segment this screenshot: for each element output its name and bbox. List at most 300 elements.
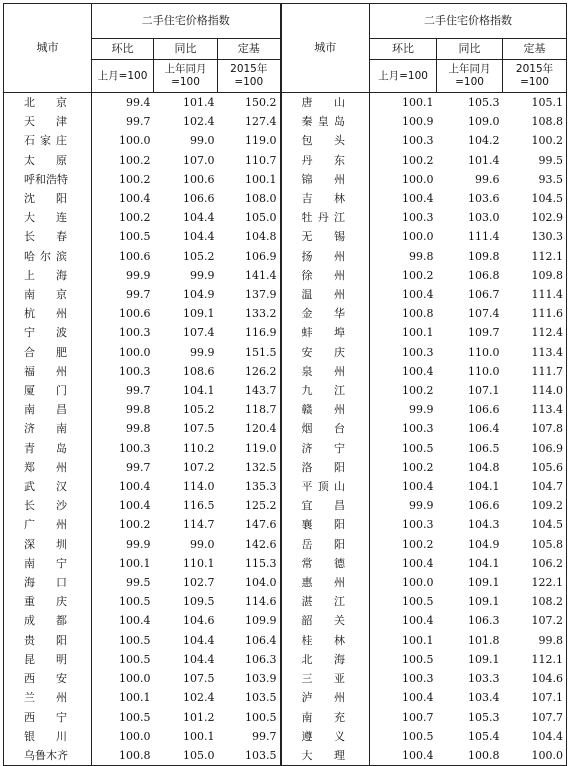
right-mom-value: 99.8 <box>409 249 434 263</box>
left-mom-value: 99.4 <box>126 96 151 109</box>
left-mom-value: 99.7 <box>126 288 151 302</box>
right-fixed-value: 130.3 <box>503 227 567 246</box>
table-row <box>4 573 567 592</box>
left-fixed-value: 103.9 <box>218 669 281 688</box>
left-city-name: 沈阳 <box>4 189 92 208</box>
left-yoy-value: 99.0 <box>190 537 215 551</box>
base-fixed-right: 2015年=100 <box>503 60 567 93</box>
left-mom-value: 100.3 <box>119 326 151 340</box>
left-fixed-value: 150.2 <box>218 93 281 113</box>
right-mom-value: 100.4 <box>402 480 434 494</box>
right-fixed-value: 111.4 <box>503 285 567 304</box>
right-yoy-value: 105.4 <box>468 729 500 743</box>
base-yoy-left: 上年同月=100 <box>154 60 218 93</box>
right-city-name: 惠州 <box>281 573 370 592</box>
left-city-name: 太原 <box>4 151 92 170</box>
left-yoy-value: 107.4 <box>183 326 215 340</box>
right-city-name: 平顶山 <box>281 477 370 496</box>
left-fixed-value: 141.4 <box>218 266 281 285</box>
right-city-name: 济宁 <box>281 439 370 458</box>
left-city-name: 重庆 <box>4 592 92 611</box>
left-yoy-value: 114.0 <box>183 480 215 494</box>
left-mom-value: 99.7 <box>126 460 151 474</box>
left-yoy-value: 116.5 <box>183 499 215 513</box>
left-yoy-value: 102.7 <box>183 576 215 590</box>
right-mom-value: 100.2 <box>402 384 434 398</box>
left-city-name: 西宁 <box>4 708 92 727</box>
right-mom-value: 100.2 <box>402 268 434 282</box>
left-mom-value: 100.4 <box>119 614 151 628</box>
left-fixed-value: 116.9 <box>218 323 281 342</box>
right-yoy-value: 110.0 <box>468 345 500 359</box>
right-yoy-value: 106.6 <box>468 499 500 513</box>
right-fixed-value: 104.5 <box>503 515 567 534</box>
right-city-name: 赣州 <box>281 400 370 419</box>
left-yoy-value: 105.0 <box>154 746 218 766</box>
left-city-name: 兰州 <box>4 688 92 707</box>
left-fixed-value: 104.0 <box>218 573 281 592</box>
left-mom-value: 100.6 <box>119 249 151 263</box>
right-fixed-value: 104.7 <box>503 477 567 496</box>
left-mom-value: 100.4 <box>119 499 151 513</box>
table-row <box>4 131 567 150</box>
left-yoy-value: 109.1 <box>183 307 215 321</box>
right-city-name: 烟台 <box>281 419 370 438</box>
left-mom-value: 100.2 <box>119 211 151 225</box>
left-city-name: 乌鲁木齐 <box>4 746 92 766</box>
left-city-name: 长春 <box>4 227 92 246</box>
left-yoy-value: 107.0 <box>183 153 215 167</box>
left-yoy-value: 114.7 <box>183 518 215 532</box>
left-fixed-value: 142.6 <box>218 535 281 554</box>
right-mom-value: 100.8 <box>402 307 434 321</box>
left-city-name: 长沙 <box>4 496 92 515</box>
left-fixed-value: 147.6 <box>218 515 281 534</box>
right-yoy-value: 109.1 <box>468 652 500 666</box>
right-yoy-value: 109.1 <box>468 576 500 590</box>
right-city-name: 无锡 <box>281 227 370 246</box>
right-mom-value: 100.1 <box>402 96 434 109</box>
left-mom-value: 100.0 <box>119 345 151 359</box>
col-mom-right: 环比 <box>370 39 437 60</box>
table-row <box>4 477 567 496</box>
left-fixed-value: 119.0 <box>218 131 281 150</box>
right-fixed-value: 108.8 <box>503 112 567 131</box>
right-yoy-value: 104.1 <box>468 480 500 494</box>
left-yoy-value: 104.4 <box>183 230 215 244</box>
right-fixed-value: 99.5 <box>503 151 567 170</box>
left-city-name: 昆明 <box>4 650 92 669</box>
right-fixed-value: 113.4 <box>503 400 567 419</box>
right-city-name: 温州 <box>281 285 370 304</box>
right-mom-value: 99.9 <box>409 499 434 513</box>
right-fixed-value: 108.2 <box>503 592 567 611</box>
right-fixed-value: 104.5 <box>503 189 567 208</box>
left-mom-value: 100.8 <box>92 746 154 766</box>
right-mom-value: 100.4 <box>402 556 434 570</box>
left-mom-value: 99.8 <box>126 403 151 417</box>
table-row <box>4 669 567 688</box>
left-city-name: 上海 <box>4 266 92 285</box>
right-mom-value: 100.4 <box>402 192 434 206</box>
right-mom-value: 100.3 <box>402 211 434 225</box>
table-row <box>4 170 567 189</box>
left-mom-value: 100.5 <box>119 230 151 244</box>
left-mom-value: 100.1 <box>119 691 151 705</box>
right-city-name: 九江 <box>281 381 370 400</box>
right-fixed-value: 100.0 <box>503 746 567 766</box>
left-fixed-value: 151.5 <box>218 343 281 362</box>
left-yoy-value: 105.2 <box>183 403 215 417</box>
left-mom-value: 100.2 <box>119 172 151 186</box>
left-yoy-value: 101.2 <box>183 710 215 724</box>
left-yoy-value: 99.9 <box>190 345 215 359</box>
right-city-name: 泉州 <box>281 362 370 381</box>
table-row <box>4 515 567 534</box>
right-city-name: 遵义 <box>281 727 370 746</box>
right-yoy-value: 103.3 <box>468 672 500 686</box>
right-city-name: 大理 <box>281 746 370 766</box>
left-fixed-value: 103.5 <box>218 746 281 766</box>
left-mom-value: 100.2 <box>119 518 151 532</box>
right-mom-value: 99.9 <box>409 403 434 417</box>
left-city-name: 深圳 <box>4 535 92 554</box>
left-city-name: 大连 <box>4 208 92 227</box>
left-fixed-value: 103.5 <box>218 688 281 707</box>
right-city-name: 包头 <box>281 131 370 150</box>
right-city-name: 湛江 <box>281 592 370 611</box>
right-mom-value: 100.3 <box>402 422 434 436</box>
table-row <box>4 266 567 285</box>
table-row <box>4 496 567 515</box>
right-fixed-value: 99.8 <box>503 631 567 650</box>
left-city-name: 郑州 <box>4 458 92 477</box>
right-city-name: 丹东 <box>281 151 370 170</box>
left-yoy-value: 106.6 <box>183 192 215 206</box>
right-fixed-value: 107.7 <box>503 708 567 727</box>
table-row <box>4 650 567 669</box>
left-yoy-value: 104.1 <box>183 384 215 398</box>
col-yoy-right: 同比 <box>437 39 503 60</box>
left-fixed-value: 108.0 <box>218 189 281 208</box>
right-fixed-value: 93.5 <box>503 170 567 189</box>
right-city-name: 宜昌 <box>281 496 370 515</box>
col-yoy-left: 同比 <box>154 39 218 60</box>
left-yoy-value: 107.5 <box>183 672 215 686</box>
left-yoy-value: 107.2 <box>183 460 215 474</box>
right-city-name: 锦州 <box>281 170 370 189</box>
left-yoy-value: 105.2 <box>183 249 215 263</box>
right-fixed-value: 111.7 <box>503 362 567 381</box>
left-mom-value: 99.7 <box>126 384 151 398</box>
left-mom-value: 100.3 <box>119 364 151 378</box>
table-row <box>4 227 567 246</box>
left-city-name: 厦门 <box>4 381 92 400</box>
left-yoy-value: 110.1 <box>183 556 215 570</box>
right-mom-value: 100.5 <box>402 652 434 666</box>
right-yoy-value: 104.9 <box>468 537 500 551</box>
right-mom-value: 100.2 <box>402 537 434 551</box>
right-fixed-value: 106.9 <box>503 439 567 458</box>
table-row <box>4 304 567 323</box>
price-index-table <box>3 3 567 766</box>
base-yoy-right: 上年同月=100 <box>437 60 503 93</box>
right-city-name: 桂林 <box>281 631 370 650</box>
right-mom-value: 100.0 <box>402 172 434 186</box>
left-fixed-value: 120.4 <box>218 419 281 438</box>
right-fixed-value: 107.8 <box>503 419 567 438</box>
right-yoy-value: 109.7 <box>468 326 500 340</box>
right-yoy-value: 107.1 <box>468 384 500 398</box>
right-city-name: 秦皇岛 <box>281 112 370 131</box>
left-city-name: 武汉 <box>4 477 92 496</box>
right-fixed-value: 112.1 <box>503 247 567 266</box>
left-yoy-value: 99.9 <box>190 268 215 282</box>
left-city-name: 哈尔滨 <box>4 247 92 266</box>
right-fixed-value: 122.1 <box>503 573 567 592</box>
right-yoy-value: 104.1 <box>468 556 500 570</box>
left-yoy-value: 110.2 <box>183 441 215 455</box>
left-mom-value: 99.9 <box>126 537 151 551</box>
index-title-right: 二手住宅价格指数 <box>370 4 567 39</box>
left-fixed-value: 104.8 <box>218 227 281 246</box>
right-yoy-value: 103.4 <box>468 691 500 705</box>
right-fixed-value: 100.2 <box>503 131 567 150</box>
left-city-name: 合肥 <box>4 343 92 362</box>
right-mom-value: 100.5 <box>402 729 434 743</box>
left-fixed-value: 99.7 <box>218 727 281 746</box>
right-yoy-value: 109.0 <box>468 115 500 129</box>
right-mom-value: 100.3 <box>402 518 434 532</box>
right-fixed-value: 109.8 <box>503 266 567 285</box>
right-fixed-value: 106.2 <box>503 554 567 573</box>
right-mom-value: 100.5 <box>402 441 434 455</box>
left-fixed-value: 106.4 <box>218 631 281 650</box>
left-mom-value: 99.8 <box>126 422 151 436</box>
right-yoy-value: 106.8 <box>468 268 500 282</box>
right-yoy-value: 104.3 <box>468 518 500 532</box>
table-row <box>4 535 567 554</box>
right-fixed-value: 105.1 <box>503 93 567 113</box>
right-city-name: 唐山 <box>281 93 370 113</box>
left-city-name: 南宁 <box>4 554 92 573</box>
left-yoy-value: 102.4 <box>183 115 215 129</box>
left-fixed-value: 119.0 <box>218 439 281 458</box>
right-mom-value: 100.4 <box>370 746 437 766</box>
right-fixed-value: 102.9 <box>503 208 567 227</box>
right-mom-value: 100.7 <box>402 710 434 724</box>
left-fixed-value: 106.3 <box>218 650 281 669</box>
right-city-name: 洛阳 <box>281 458 370 477</box>
table-row <box>4 208 567 227</box>
left-mom-value: 100.5 <box>119 595 151 609</box>
left-fixed-value: 126.2 <box>218 362 281 381</box>
city-header-left: 城市 <box>4 4 92 93</box>
right-mom-value: 100.3 <box>402 345 434 359</box>
right-yoy-value: 100.8 <box>437 746 503 766</box>
right-yoy-value: 111.4 <box>468 230 500 244</box>
table-row <box>4 362 567 381</box>
right-yoy-value: 110.0 <box>468 364 500 378</box>
table-row <box>4 285 567 304</box>
right-yoy-value: 104.8 <box>468 460 500 474</box>
left-fixed-value: 132.5 <box>218 458 281 477</box>
left-city-name: 南京 <box>4 285 92 304</box>
right-fixed-value: 107.1 <box>503 688 567 707</box>
right-city-name: 三亚 <box>281 669 370 688</box>
left-fixed-value: 133.2 <box>218 304 281 323</box>
right-mom-value: 100.3 <box>402 672 434 686</box>
table-row <box>4 458 567 477</box>
table-row <box>4 381 567 400</box>
left-city-name: 宁波 <box>4 323 92 342</box>
left-city-name: 成都 <box>4 611 92 630</box>
table-row <box>4 323 567 342</box>
right-mom-value: 100.4 <box>402 691 434 705</box>
left-mom-value: 100.4 <box>119 480 151 494</box>
left-yoy-value: 107.5 <box>183 422 215 436</box>
right-yoy-value: 109.8 <box>468 249 500 263</box>
left-mom-value: 100.1 <box>119 556 151 570</box>
table-row <box>4 439 567 458</box>
table-row <box>4 151 567 170</box>
right-fixed-value: 107.2 <box>503 611 567 630</box>
right-city-name: 徐州 <box>281 266 370 285</box>
left-mom-value: 100.5 <box>119 633 151 647</box>
left-city-name: 福州 <box>4 362 92 381</box>
right-fixed-value: 111.6 <box>503 304 567 323</box>
right-city-name: 韶关 <box>281 611 370 630</box>
left-mom-value: 99.9 <box>126 268 151 282</box>
left-mom-value: 100.2 <box>119 153 151 167</box>
left-city-name: 石家庄 <box>4 131 92 150</box>
left-mom-value: 99.5 <box>126 576 151 590</box>
left-yoy-value: 104.4 <box>183 633 215 647</box>
left-city-name: 广州 <box>4 515 92 534</box>
left-mom-value: 100.0 <box>119 134 151 148</box>
left-fixed-value: 135.3 <box>218 477 281 496</box>
index-title-left: 二手住宅价格指数 <box>92 4 281 39</box>
right-yoy-value: 106.7 <box>468 288 500 302</box>
right-yoy-value: 105.3 <box>468 96 500 109</box>
left-fixed-value: 109.9 <box>218 611 281 630</box>
right-city-name: 襄阳 <box>281 515 370 534</box>
left-fixed-value: 118.7 <box>218 400 281 419</box>
left-city-name: 青岛 <box>4 439 92 458</box>
table-row <box>4 708 567 727</box>
right-yoy-value: 109.1 <box>468 595 500 609</box>
left-city-name: 杭州 <box>4 304 92 323</box>
left-fixed-value: 106.9 <box>218 247 281 266</box>
right-city-name: 金华 <box>281 304 370 323</box>
left-mom-value: 99.7 <box>126 115 151 129</box>
right-city-name: 南充 <box>281 708 370 727</box>
left-fixed-value: 100.5 <box>218 708 281 727</box>
left-yoy-value: 100.1 <box>183 729 215 743</box>
table-row <box>4 93 567 113</box>
right-city-name: 安庆 <box>281 343 370 362</box>
right-fixed-value: 113.4 <box>503 343 567 362</box>
left-yoy-value: 104.4 <box>183 652 215 666</box>
right-yoy-value: 106.5 <box>468 441 500 455</box>
table-row <box>4 611 567 630</box>
left-fixed-value: 125.2 <box>218 496 281 515</box>
right-city-name: 北海 <box>281 650 370 669</box>
right-fixed-value: 112.4 <box>503 323 567 342</box>
left-mom-value: 100.0 <box>119 672 151 686</box>
col-mom-left: 环比 <box>92 39 154 60</box>
table-row <box>4 631 567 650</box>
right-mom-value: 100.5 <box>402 595 434 609</box>
left-mom-value: 100.4 <box>119 192 151 206</box>
right-mom-value: 100.2 <box>402 460 434 474</box>
right-yoy-value: 101.4 <box>468 153 500 167</box>
left-fixed-value: 127.4 <box>218 112 281 131</box>
left-yoy-value: 102.4 <box>183 691 215 705</box>
left-fixed-value: 100.1 <box>218 170 281 189</box>
right-yoy-value: 107.4 <box>468 307 500 321</box>
left-yoy-value: 104.4 <box>183 211 215 225</box>
right-yoy-value: 105.3 <box>468 710 500 724</box>
right-city-name: 蚌埠 <box>281 323 370 342</box>
left-yoy-value: 101.4 <box>183 96 215 109</box>
right-mom-value: 100.9 <box>402 115 434 129</box>
col-fixed-left: 定基 <box>218 39 281 60</box>
left-city-name: 济南 <box>4 419 92 438</box>
left-city-name: 南昌 <box>4 400 92 419</box>
left-mom-value: 100.5 <box>119 710 151 724</box>
right-fixed-value: 105.6 <box>503 458 567 477</box>
left-city-name: 西安 <box>4 669 92 688</box>
left-city-name: 贵阳 <box>4 631 92 650</box>
right-fixed-value: 105.8 <box>503 535 567 554</box>
left-fixed-value: 115.3 <box>218 554 281 573</box>
right-city-name: 吉林 <box>281 189 370 208</box>
left-mom-value: 100.6 <box>119 307 151 321</box>
left-fixed-value: 110.7 <box>218 151 281 170</box>
left-city-name: 银川 <box>4 727 92 746</box>
right-city-name: 常德 <box>281 554 370 573</box>
left-city-name: 海口 <box>4 573 92 592</box>
table-row <box>4 112 567 131</box>
left-city-name: 呼和浩特 <box>4 170 92 189</box>
table-row <box>4 400 567 419</box>
right-yoy-value: 99.6 <box>475 172 500 186</box>
table-row <box>4 746 567 766</box>
base-mom-left: 上月=100 <box>92 60 154 93</box>
right-mom-value: 100.0 <box>402 230 434 244</box>
left-yoy-value: 109.5 <box>183 595 215 609</box>
col-fixed-right: 定基 <box>503 39 567 60</box>
right-fixed-value: 104.4 <box>503 727 567 746</box>
right-mom-value: 100.3 <box>402 134 434 148</box>
table-row <box>4 727 567 746</box>
left-yoy-value: 104.6 <box>183 614 215 628</box>
table-row <box>4 688 567 707</box>
right-fixed-value: 109.2 <box>503 496 567 515</box>
right-mom-value: 100.1 <box>402 326 434 340</box>
left-yoy-value: 100.6 <box>183 172 215 186</box>
right-mom-value: 100.4 <box>402 614 434 628</box>
right-yoy-value: 106.4 <box>468 422 500 436</box>
right-mom-value: 100.4 <box>402 288 434 302</box>
table-row <box>4 554 567 573</box>
left-fixed-value: 143.7 <box>218 381 281 400</box>
right-yoy-value: 103.0 <box>468 211 500 225</box>
left-mom-value: 100.3 <box>119 441 151 455</box>
left-yoy-value: 104.9 <box>183 288 215 302</box>
table-row <box>4 592 567 611</box>
